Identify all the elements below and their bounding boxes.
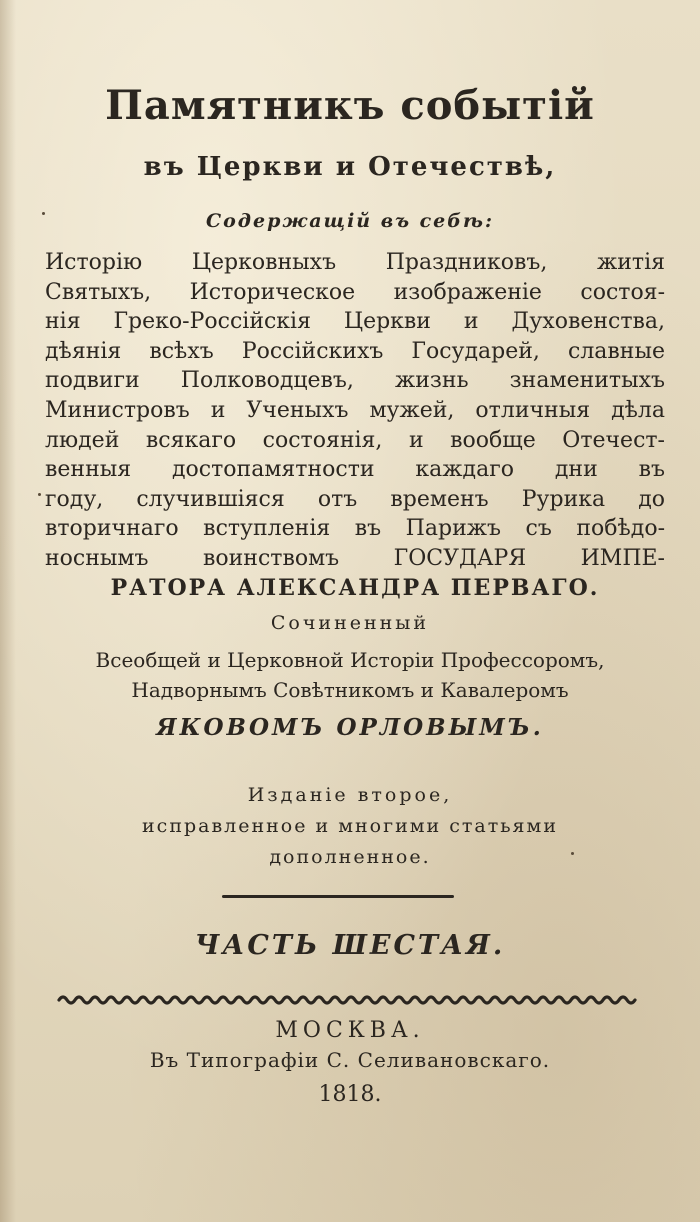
contents-line: нія Греко-Россійскія Церкви и Духовенства, — [45, 309, 665, 335]
contents-line: Святыхъ, Историческое изображеніе состоя- — [45, 279, 665, 305]
book-title: Памятникъ событій — [105, 82, 595, 129]
contents-line: вторичнаго вступленія въ Парижъ съ побѣдо- — [45, 516, 665, 542]
ornamental-wave-divider — [57, 992, 639, 1008]
contents-line: людей всякаго состоянія, и вообще Отечест- — [45, 427, 665, 453]
paper-speck — [38, 493, 41, 496]
paper-speck — [571, 852, 574, 855]
publication-year: 1818. — [318, 1082, 382, 1107]
contents-line: венныя достопамятности каждаго дни въ — [45, 457, 665, 483]
paper-speck — [42, 212, 45, 215]
edition-line: дополненное. — [269, 846, 431, 868]
contents-line: году, случившіяся отъ временъ Рурика до — [45, 486, 665, 512]
contents-line: РАТОРА АЛЕКСАНДРА ПЕРВАГО. — [110, 574, 600, 601]
printing-house: Въ Типографіи С. Селивановскаго. — [149, 1048, 551, 1072]
edition-line: Изданіе второе, — [247, 784, 453, 806]
contents-line: Исторію Церковныхъ Праздниковъ, житія — [45, 250, 665, 275]
author-title-line: Всеобщей и Церковной Исторіи Профессоромъ, — [95, 648, 605, 672]
contents-line: подвиги Полководцевъ, жизнь знаменитыхъ — [45, 368, 665, 394]
author-name: ЯКОВОМЪ ОРЛОВЫМЪ. — [156, 714, 544, 741]
composed-label: Сочиненный — [270, 612, 430, 634]
contents-description — [45, 248, 665, 603]
contents-line: дѣянія всѣхъ Россійскихъ Государей, славные — [45, 338, 665, 364]
volume-part: ЧАСТЬ ШЕСТАЯ. — [194, 930, 506, 961]
book-subtitle: въ Церкви и Отечествѣ, — [143, 152, 557, 182]
contents-line: носнымъ воинствомъ ГОСУДАРЯ ИМПЕ- — [45, 545, 665, 571]
contents-intro: Содержащій въ себѣ: — [206, 210, 494, 232]
edition-line: исправленное и многими статьями — [142, 815, 558, 837]
contents-line: Министровъ и Ученыхъ мужей, отличныя дѣла — [45, 397, 665, 423]
author-title-line: Надворнымъ Совѣтникомъ и Кавалеромъ — [131, 678, 569, 702]
publication-city: МОСКВА. — [275, 1018, 425, 1043]
divider-rule — [222, 895, 454, 898]
